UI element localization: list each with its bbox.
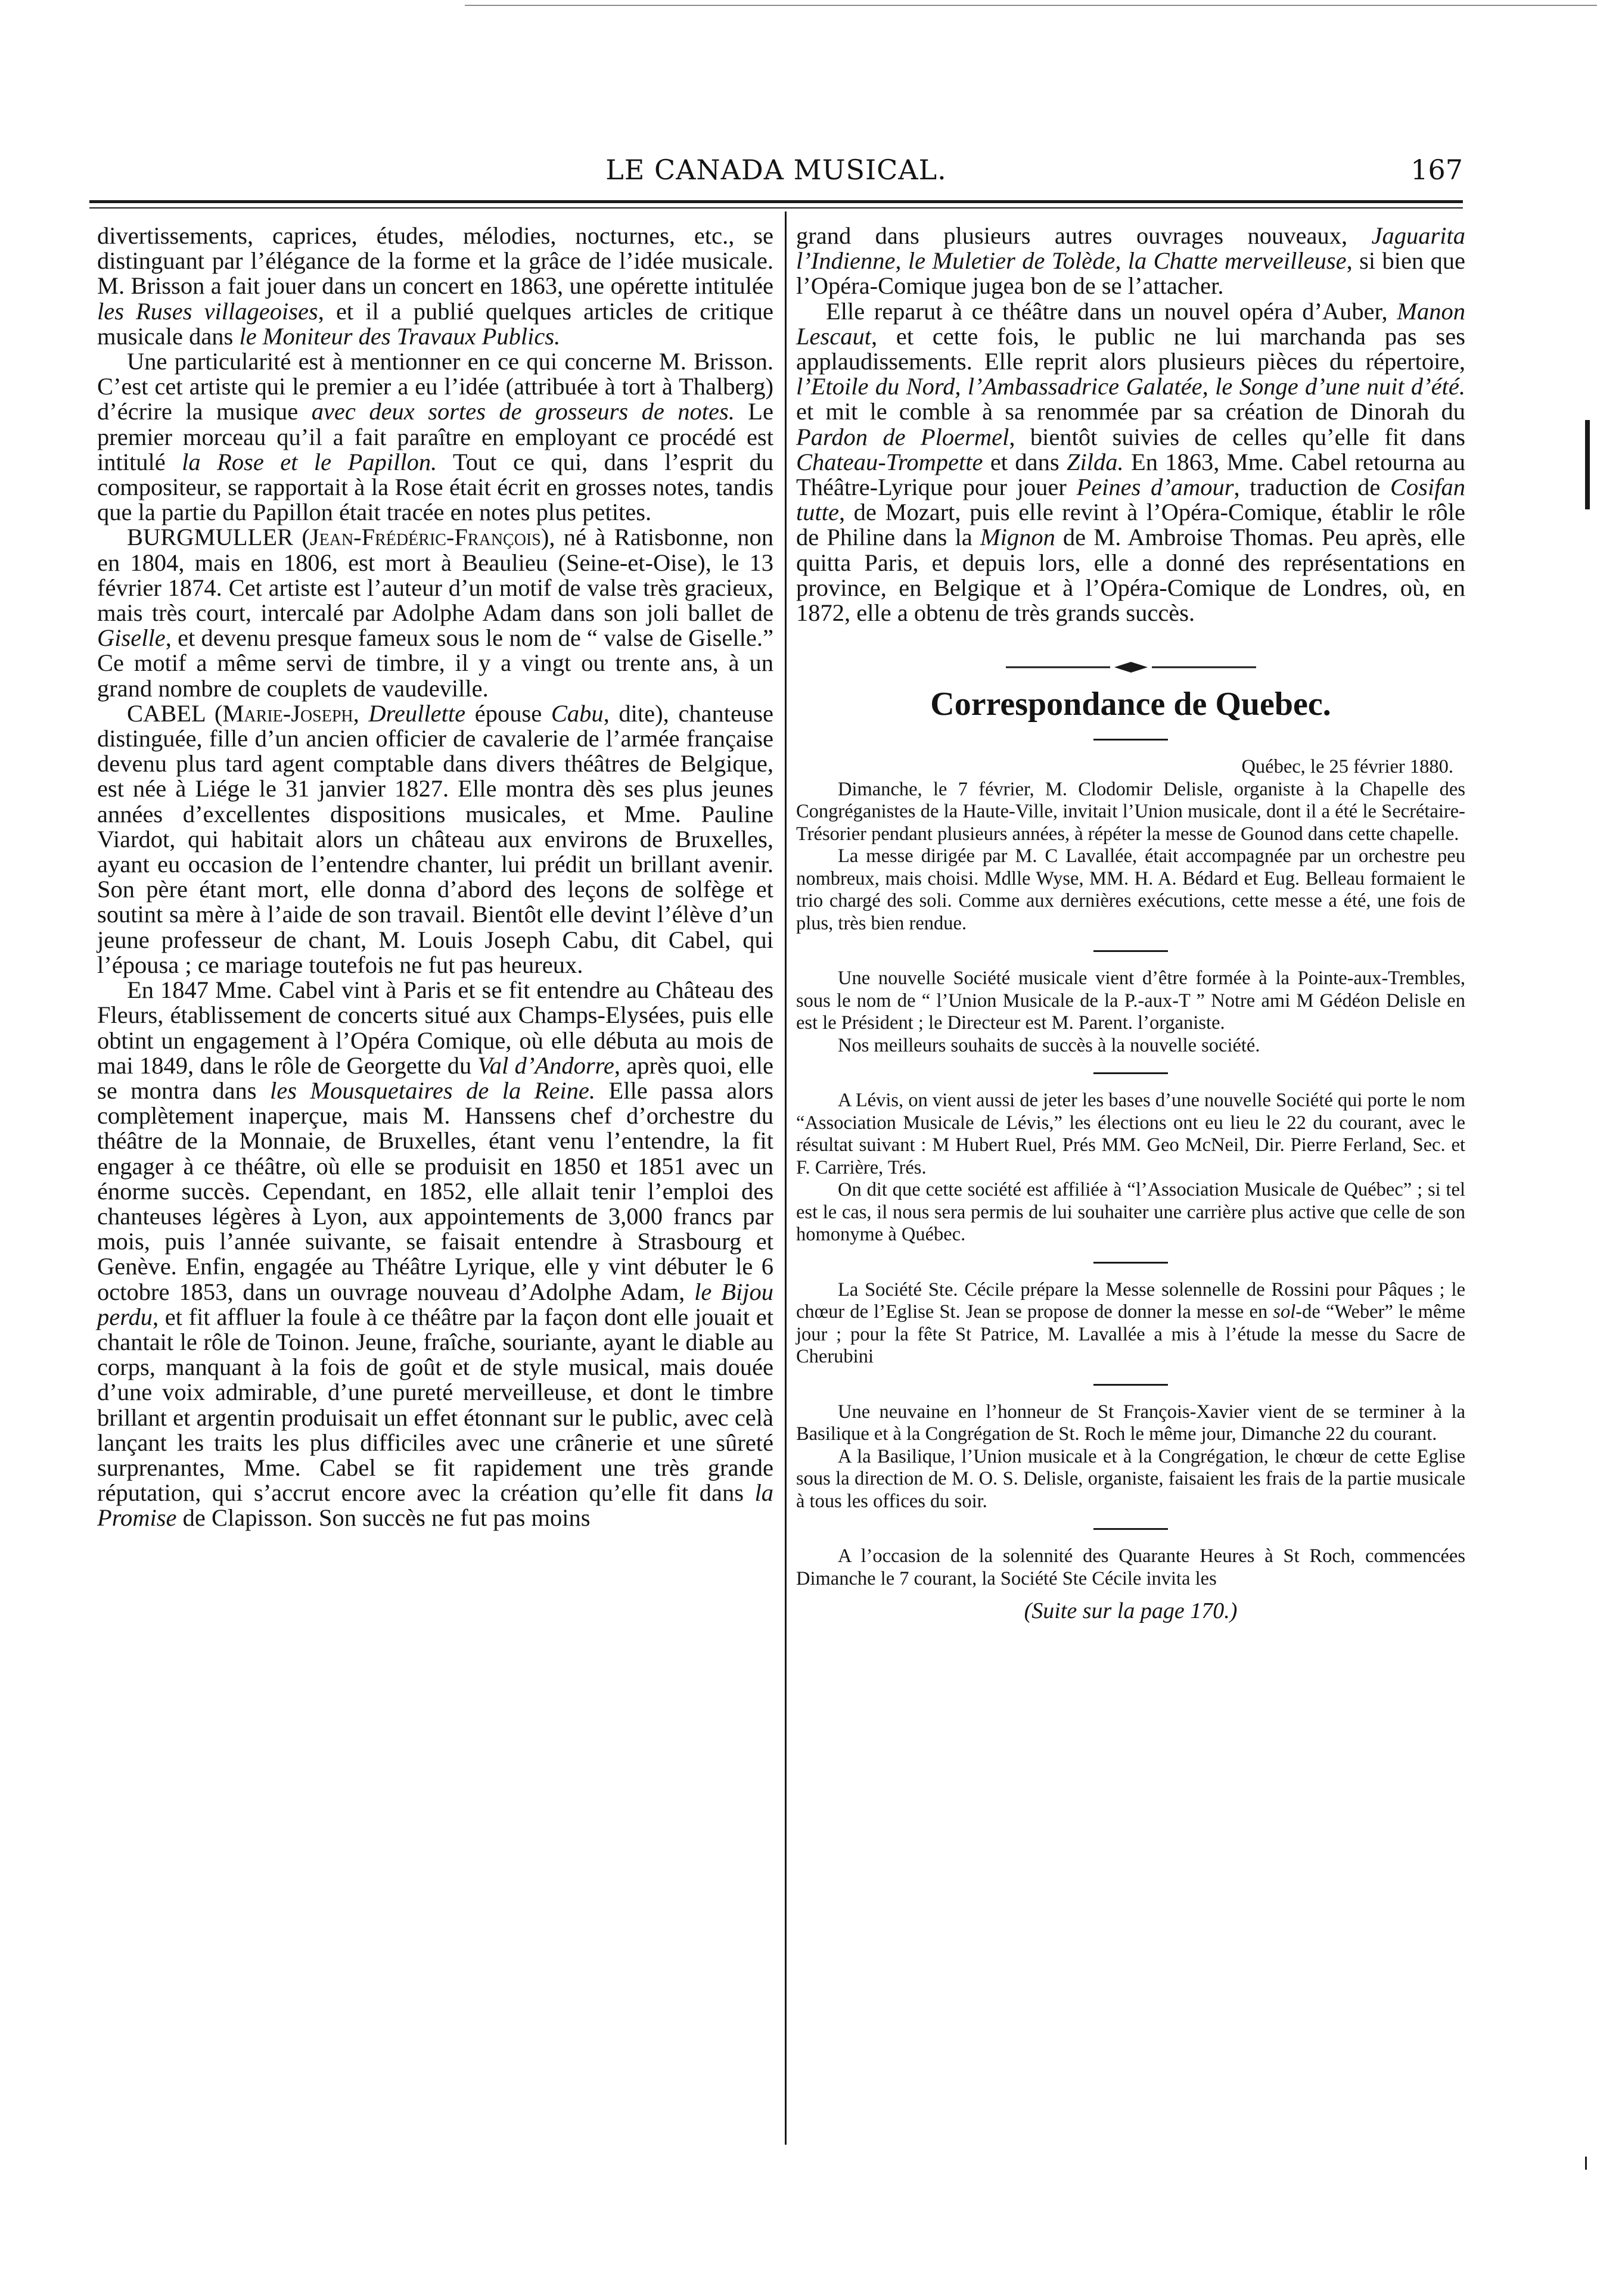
short-rule [1093, 1384, 1168, 1386]
entry-name-cabel: CABEL [127, 699, 206, 727]
paragraph-cabel-later: Elle reparut à ce théâtre dans un nouvel opéra d’Auber, Manon Lescaut, et cette fois, le public ne lui marchanda pas ses applaudissements. Elle reprit alors plusieurs pièces du répertoire, l’Etoile du Nord, l’Ambassadrice Galatée, le Songe d’une nuit d’été. et mit le comble à sa renommée par sa création de Dinorah du Pardon de Ploermel, bientôt suivies de celles qu’elle fit dans Chateau-Trompette et dans Zilda. En 1863, Mme. Cabel retourna au Théâtre-Lyrique pour jouer Peines d’amour, traduction de Cosifan tutte, de Mozart, puis elle revint à l’Opéra-Comique, établir le rôle de Philine dans la Mignon de M. Ambroise Thomas. Peu après, elle quitta Paris, et depuis lors, elle a donné des représentations en province, en Belgique et à l’Opéra-Comique de Londres, où, en 1872, elle a obtenu de très grands succès. [796, 297, 1465, 627]
continuation-note: (Suite sur la page 170.) [1024, 1598, 1238, 1624]
header-rule-thin [89, 207, 1463, 209]
entry-name-burgmuller: BURGMULLER [127, 524, 294, 551]
corr-paragraph: La messe dirigée par M. C Lavallée, était accompagnée par un orchestre peu nombreux, mais choisi. Mdlle Wyse, MM. H. A. Bédard et Eug. Belleau formaient le trio chargé des soli. Comme aux dernières exécutions, cette messe a été, une fois de plus, très bien rendue. [796, 845, 1465, 934]
corr-paragraph: A l’occasion de la solennité des Quarante Heures à St Roch, commencées Dimanche le 7 courant, la Société Ste Cécile invita les [796, 1545, 1465, 1589]
corr-paragraph: Nos meilleurs souhaits de succès à la nouvelle société. [838, 1034, 1260, 1056]
page-number: 167 [1410, 154, 1463, 186]
section-heading: Correspondance de Quebec. [930, 686, 1331, 723]
short-rule [1093, 1262, 1168, 1264]
scan-margin-mark [1585, 420, 1590, 509]
corr-paragraph: Dimanche, le 7 février, M. Clodomir Delisle, organiste à la Chapelle des Congréganistes de la Haute-Ville, invitait l’Union musicale, dont il a été le Secrétaire-Trésorier pendant plusieurs années, à répéter la messe de Gounod dans cette chapelle. [796, 778, 1465, 845]
scan-margin-mark [1585, 2157, 1587, 2170]
corr-paragraph: La Société Ste. Cécile prépare la Messe solennelle de Rossini pour Pâques ; le chœur de l’Eglise St. Jean se propose de donner la messe en sol-de “Weber” le même jour ; pour la fête St Patrice, M. Lavallée a mis à l’étude la messe du Sacre de Cherubini [796, 1278, 1465, 1368]
short-rule [1093, 1072, 1168, 1074]
header-rule-thick [89, 200, 1463, 203]
page-header [89, 154, 1463, 195]
paragraph-brisson-works: divertissements, caprices, études, mélodies, nocturnes, etc., se distinguant par l’élégance de la forme et la grâce de l’idée musicale. M. Brisson a fait jouer dans un concert en 1863, une opérette intitulée les Ruses villageoises, et il a publié quelques articles de critique musicale dans le Moniteur des Travaux Publics. [97, 222, 773, 350]
column-divider [785, 211, 787, 2145]
running-title: LE CANADA MUSICAL. [605, 154, 947, 186]
scan-top-edge [465, 5, 1597, 6]
paragraph-burgmuller: BURGMULLER (Jean-Frédéric-François), né à Ratisbonne, non en 1804, mais en 1806, est mort à Beaulieu (Seine-et-Oise), le 13 février 1874. Cet artiste est l’auteur d’un motif de valse très gracieux, mais très court, intercalé par Adolphe Adam dans son joli ballet de Giselle, et devenu presque fameux sous le nom de “ valse de Giselle.” Ce motif a même servi de timbre, il y a vingt ou trente ans, à un grand nombre de couplets de vaudeville. [97, 524, 773, 702]
corr-paragraph: A Lévis, on vient aussi de jeter les bases d’une nouvelle Société qui porte le nom “Association Musicale de Lévis,” les élections ont eu lieu le 22 du courant, avec le résultat suivant : M Hubert Ruel, Prés MM. Geo McNeil, Dir. Pierre Ferland, Sec. et F. Carrière, Trés. [796, 1090, 1465, 1178]
corr-paragraph: Une neuvaine en l’honneur de St François-Xavier vient de se terminer à la Basilique et à la Congrégation de St. Roch le même jour, Dimanche 22 du courant. [796, 1401, 1465, 1445]
paragraph-brisson-notes: Une particularité est à mentionner en ce qui concerne M. Brisson. C’est cet artiste qui le premier a eu l’idée (attribuée à tort à Thalberg) d’écrire la musique avec deux sortes de grosseurs de notes. Le premier morceau qu’il a fait paraître en employant ce procédé est intitulé la Rose et le Papillon. Tout ce qui, dans l’esprit du compositeur, se rapportait à la Rose était écrit en grosses notes, tandis que la partie du Papillon était tracée en notes plus petites. [97, 348, 774, 526]
short-rule [1093, 1528, 1168, 1530]
corr-paragraph: A la Basilique, l’Union musicale et à la Congrégation, le chœur de cette Eglise sous la direction de M. O. S. Delisle, organiste, faisaient les frais de la partie musicale à tous les offices du soir. [796, 1445, 1465, 1512]
correspondence-body [796, 756, 1465, 1590]
diamond-ornament-icon [1006, 660, 1256, 674]
corr-paragraph: Une nouvelle Société musicale vient d’être formée à la Pointe-aux-Trembles, sous le nom de “ l’Union Musicale de la P.-aux-T ” Notre ami M Gédéon Delisle en est le Président ; le Directeur est M. Parent. l’organiste. [796, 967, 1465, 1034]
short-rule [1093, 950, 1168, 952]
paragraph-cabel-continued: grand dans plusieurs autres ouvrages nouveaux, Jaguarita l’Indienne, le Muletier de Tolède, la Chatte merveilleuse, si bien que l’Opéra-Comique jugea bon de se l’attacher. [796, 222, 1465, 300]
paragraph-cabel-career: En 1847 Mme. Cabel vint à Paris et se fit entendre au Château des Fleurs, établissement de concerts situé aux Champs-Elysées, puis elle obtint un engagement à l’Opéra Comique, où elle débuta au mois de mai 1849, dans le rôle de Georgette du Val d’Andorre, après quoi, elle se montra dans les Mousquetaires de la Reine. Elle passa alors complètement inaperçue, mais M. Hanssens chef d’orchestre du théâtre de la Monnaie, de Bruxelles, étant venu l’entendre, la fit engager à ce théâtre, où elle se produisit en 1850 et 1851 avec un énorme succès. Cependant, en 1852, elle allait tenir l’emploi des chanteuses légères à Lyon, aux appointements de 3,000 francs par mois, puis l’année suivante, se faisait entendre à Strasbourg et Genève. Enfin, engagée au Théâtre Lyrique, elle y vint débuter le 6 octobre 1853, dans un ouvrage nouveau d’Adolphe Adam, le Bijou perdu, et fit affluer la foule à ce théâtre par la façon dont elle jouait et chantait le rôle de Toinon. Jeune, fraîche, souriante, ayant le diable au corps, manquant à la fois de goût et de style musical, mais douée d’une voix admirable, d’une pureté merveilleuse, et dont le timbre brillant et argentin produisait un effet étonnant sur le public, avec celà lançant les traits les plus difficiles avec une crânerie et une sûreté surprenantes, Mme. Cabel se fit rapidement une très grande réputation, qui s’accrut encore avec la création qu’elle fit dans la Promise de Clapisson. Son succès ne fut pas moins [97, 976, 773, 1532]
paragraph-cabel-bio: CABEL (Marie-Joseph, Dreullette épouse Cabu, dite), chanteuse distinguée, fille d’un ancien officier de cavalerie de l’armée française devenu plus tard agent comptable dans divers théâtres de Belgique, est née à Liége le 31 janvier 1827. Elle montra dès ses plus jeunes années d’excellentes dispositions musicales, et Mme. Pauline Viardot, qui habitait alors un château aux environs de Bruxelles, ayant eu occasion de l’entendre chanter, lui prédit un brillant avenir. Son père étant mort, elle donna d’abord des leçons de solfège et soutint sa mère à l’aide de son travail. Bientôt elle devint l’élève d’un jeune professeur de chant, M. Louis Joseph Cabu, dit Cabel, qui l’épousa ; ce mariage toutefois ne fut pas heureux. [97, 699, 774, 978]
corr-paragraph: On dit que cette société est affiliée à “l’Association Musicale de Québec” ; si tel est le cas, il nous sera permis de lui souhaiter une carrière plus active que celle de son homonyme à Québec. [796, 1179, 1465, 1246]
section-ornament [796, 654, 1465, 668]
left-column [97, 223, 773, 1531]
short-rule [1093, 739, 1168, 741]
dateline: Québec, le 25 février 1880. [1241, 756, 1453, 778]
right-column [796, 223, 1465, 1623]
